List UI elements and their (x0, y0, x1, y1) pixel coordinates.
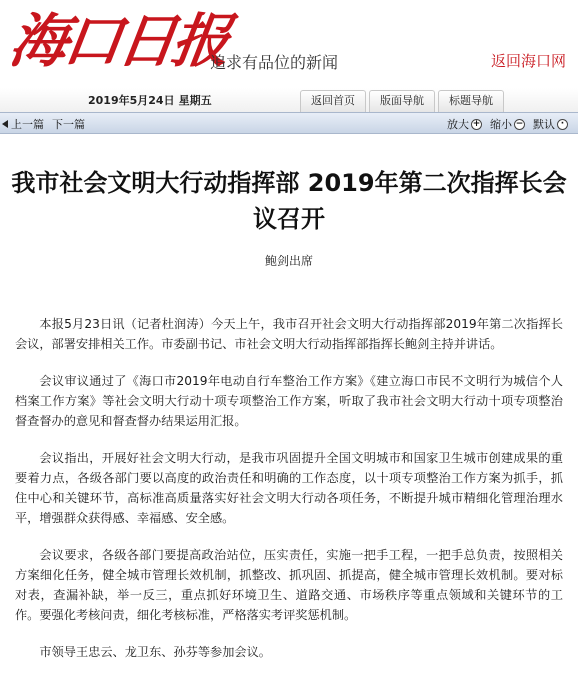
article-body (15, 314, 563, 679)
logo-text: 海口日报 (5, 7, 231, 75)
plus-icon: + (472, 118, 481, 129)
zoom-out-label: 缩小 (490, 118, 512, 131)
article-paragraph: 会议要求，各级各部门要提高政治站位，压实责任，实施一把手工程，一把手总负责，按照相关方案细化任务，健全城市管理长效机制，抓整改、抓巩固、抓提高，健全城市管理长效机制。要对标对表，查漏补缺，举一反三，重点抓好环境卫生、道路交通、市场秩序等重点领域和关键环节的工作。要强化考核问责，细化考核标准，严格落实考评奖惩机制。 (15, 548, 563, 622)
tab-page-nav[interactable]: 版面导航 (369, 90, 435, 112)
prev-article-link[interactable]: 上一篇 (11, 118, 44, 131)
slogan: 追求有品位的新闻 (210, 53, 339, 72)
triangle-left-icon (2, 120, 8, 128)
masthead (0, 0, 578, 88)
issue-date (88, 92, 212, 108)
weekday-text: 星期五 (178, 94, 212, 107)
article-paragraph: 会议指出，开展好社会文明大行动，是我市巩固提升全国文明城市和国家卫生城市创建成果的重要着力点，各级各部门要以高度的政治责任和明确的工作态度，以十项专项整治工作方案为抓手，抓住中心和关键环节，高标准高质量落实好社会文明大行动各项任务，不断提升城市精细化管理治理水平，增强群众获得感、幸福感、安全感。 (15, 451, 563, 525)
article-subtitle: 鲍剑出席 (264, 254, 313, 268)
next-article-link[interactable]: 下一篇 (52, 118, 85, 131)
minus-icon: − (515, 118, 524, 129)
tab-home[interactable]: 返回首页 (300, 90, 366, 112)
return-haikou-net-link[interactable]: 返回海口网 (490, 52, 566, 70)
tab-title-nav[interactable]: 标题导航 (438, 90, 504, 112)
date-nav-bar (0, 88, 578, 112)
zoom-out-button[interactable] (490, 116, 525, 132)
article-title: 我市社会文明大行动指挥部 2019年第二次指挥长会议召开 (11, 169, 567, 233)
date-text: 2019年5月24日 (88, 94, 175, 107)
zoom-reset-button[interactable] (533, 116, 568, 132)
article-paragraph: 会议审议通过了《海口市2019年电动自行车整治工作方案》《建立海口市民不文明行为城信个人档案工作方案》等社会文明大行动十项专项整治工作方案，听取了我市社会文明大行动十项专项整治督查督办的意见和督查督办结果运用汇报。 (15, 374, 563, 428)
nav-tabs (300, 88, 507, 112)
zoom-in-button[interactable] (447, 116, 482, 132)
article-paragraph: 本报5月23日讯（记者杜润涛）今天上午，我市召开社会文明大行动指挥部2019年第二次指挥长会议，部署安排相关工作。市委副书记、市社会文明大行动指挥部指挥长鲍剑主持并讲话。 (15, 317, 563, 351)
reset-icon: · (557, 119, 568, 130)
article-toolbar (0, 112, 578, 134)
zoom-controls (439, 116, 568, 132)
zoom-in-label: 放大 (447, 118, 469, 131)
article-pager (0, 116, 93, 132)
haikou-daily-logo[interactable] (5, 2, 231, 80)
zoom-reset-label: 默认 (533, 118, 555, 131)
article-paragraph: 市领导王忠云、龙卫东、孙芬等参加会议。 (39, 645, 271, 659)
